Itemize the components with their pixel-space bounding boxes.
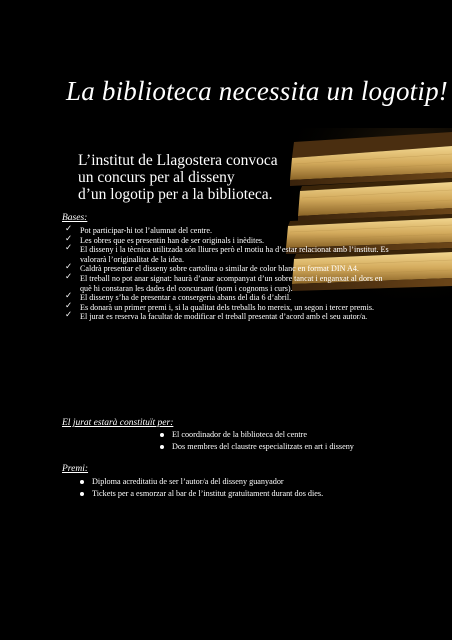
jurat-heading: El jurat estarà constituït per: bbox=[62, 418, 174, 428]
check-icon: ✓ bbox=[65, 233, 73, 244]
bullet-dot-icon bbox=[80, 492, 84, 496]
list-item-text: Les obres que es presentin han de ser originals i inèdites. bbox=[80, 235, 265, 245]
list-item-text: El disseny i la tècnica utilitzada són lliures però el motiu ha d’estar relacionat amb l’institut. Es valorarà l’originalitat de la idea. bbox=[80, 245, 389, 264]
check-icon: ✓ bbox=[65, 291, 73, 302]
list-item bbox=[62, 264, 392, 274]
list-item bbox=[158, 441, 354, 453]
list-item-text: Dos membres del claustre especialitzats en art i disseny bbox=[172, 442, 354, 451]
intro-line: d’un logotip per a la biblioteca. bbox=[78, 186, 273, 203]
bullet-dot-icon bbox=[160, 433, 164, 437]
intro-line: L’institut de Llagostera convoca bbox=[78, 152, 278, 169]
intro-text bbox=[78, 152, 278, 203]
jurat-list bbox=[158, 429, 354, 453]
list-item bbox=[62, 312, 392, 322]
bullet-dot-icon bbox=[80, 480, 84, 484]
list-item-text: Pot participar-hi tot l’alumnat del centre. bbox=[80, 226, 212, 235]
list-item bbox=[62, 245, 392, 264]
list-item bbox=[62, 226, 392, 236]
list-item bbox=[78, 488, 323, 500]
intro-line: un concurs per al disseny bbox=[78, 169, 235, 186]
premi-list bbox=[78, 476, 323, 500]
check-icon: ✓ bbox=[65, 271, 73, 282]
check-icon: ✓ bbox=[65, 310, 73, 321]
list-item bbox=[62, 293, 392, 303]
list-item bbox=[62, 271, 392, 293]
list-item-text: El disseny s’ha de presentar a consergeria abans del dia 6 d’abril. bbox=[80, 293, 292, 303]
check-icon: ✓ bbox=[65, 300, 73, 311]
check-icon: ✓ bbox=[65, 262, 73, 273]
list-item bbox=[62, 233, 392, 246]
list-item-text: Tickets per a esmorzar al bar de l’institut gratuïtament durant dos dies. bbox=[92, 489, 324, 498]
page-title: La biblioteca necessita un logotip! bbox=[66, 76, 448, 106]
list-item-text: El treball no pot anar signat: haurà d’anar acompanyat d’un sobre tancat i enganxat al dors en què hi constaran les dades del concursant (nom i cognoms i curs). bbox=[80, 273, 383, 293]
bases-list bbox=[62, 226, 392, 322]
list-item-text: Diploma acreditatiu de ser l’autor/a del disseny guanyador bbox=[92, 477, 284, 486]
list-item-text: El jurat es reserva la facultat de modificar el treball presentat d’acord amb el seu autor/a. bbox=[80, 312, 368, 322]
list-item bbox=[62, 300, 392, 313]
list-item-text: Es donarà un primer premi i, si la qualitat dels treballs ho mereix, un segon i tercer premis. bbox=[80, 302, 374, 312]
bullet-dot-icon bbox=[160, 445, 164, 449]
list-item bbox=[78, 476, 323, 488]
list-item-text: Caldrà presentar el disseny sobre cartolina o similar de color blanc en format DIN A4. bbox=[80, 264, 359, 274]
check-icon: ✓ bbox=[65, 243, 73, 254]
bases-heading: Bases: bbox=[62, 213, 88, 223]
list-item-text: El coordinador de la biblioteca del centre bbox=[172, 430, 308, 439]
check-icon: ✓ bbox=[65, 224, 73, 234]
list-item bbox=[158, 429, 354, 441]
premi-heading: Premi: bbox=[62, 464, 89, 474]
